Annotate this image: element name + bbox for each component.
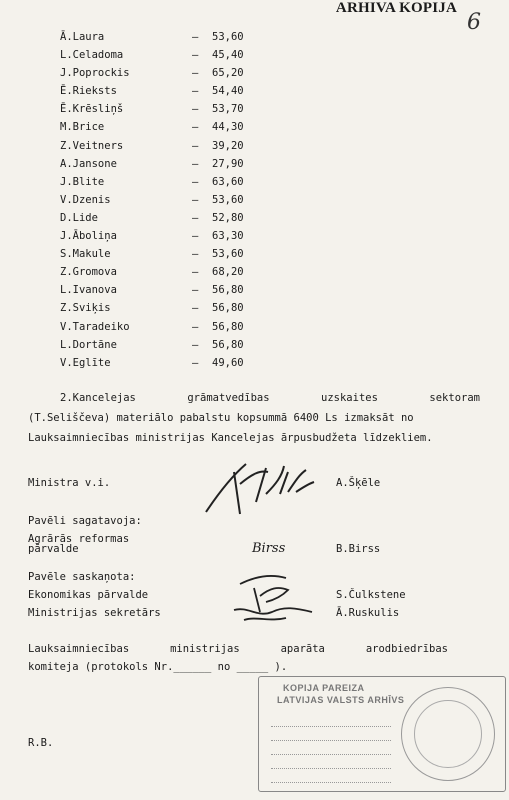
dash-separator: – — [192, 175, 199, 188]
payment-amount: 63,30 — [212, 230, 244, 243]
payee-name: Ē.Krēsliņš — [60, 103, 124, 116]
archive-stamp — [258, 676, 506, 792]
dash-separator: – — [192, 157, 199, 170]
payment-row — [60, 336, 320, 354]
dash-separator: – — [192, 31, 199, 43]
payment-amount: 56,80 — [212, 320, 244, 333]
payment-amount: 53,60 — [212, 193, 244, 206]
minister-name: A.Šķēle — [336, 477, 381, 489]
payment-row — [60, 64, 320, 82]
payee-name: J.Blite — [60, 175, 105, 188]
payment-amount: 53,70 — [212, 103, 244, 116]
paragraph-2-line-3: Lauksaimniecības ministrijas Kancelejas ārpusbudžeta līdzekliem. — [28, 432, 433, 444]
stamp-form-lines — [271, 713, 391, 783]
page-number: 6 — [467, 10, 481, 35]
dash-separator: – — [192, 230, 199, 243]
payee-name: D.Lide — [60, 211, 98, 224]
econ-name: S.Čulkstene — [336, 589, 406, 601]
payee-name: Ā.Laura — [60, 31, 105, 43]
payee-name: J.Āboliņa — [60, 230, 117, 243]
stamp-line-1: KOPIJA PAREIZA — [283, 683, 365, 693]
payment-amount: 52,80 — [212, 211, 244, 224]
payee-name: Z.Gromova — [60, 266, 117, 279]
payment-row — [60, 173, 320, 191]
payment-row — [60, 318, 320, 336]
payee-name: S.Makule — [60, 248, 111, 261]
payee-name: L.Ivanova — [60, 284, 117, 297]
dash-separator: – — [192, 121, 199, 134]
union-line-2: komiteja (protokols Nr.______ no _____ ). — [28, 661, 288, 673]
payment-amount: 56,80 — [212, 338, 244, 351]
payment-row — [60, 118, 320, 136]
dash-separator: – — [192, 356, 199, 369]
prepared-label: Pavēli sagatavoja: — [28, 515, 142, 527]
payee-name: V.Eglīte — [60, 356, 111, 369]
payment-amount: 63,60 — [212, 175, 244, 188]
payee-name: A.Jansone — [60, 157, 117, 170]
payment-row — [60, 263, 320, 281]
secretary-name: Ā.Ruskulis — [336, 607, 400, 619]
dash-separator: – — [192, 284, 199, 297]
payment-amount: 54,40 — [212, 85, 244, 98]
dash-separator: – — [192, 85, 199, 98]
payment-amount: 53,60 — [212, 248, 244, 261]
paragraph-2-line-1: 2.Kancelejas grāmatvedības uzskaites sektoram — [60, 392, 480, 404]
dash-separator: – — [192, 211, 199, 224]
payment-amount: 39,20 — [212, 139, 244, 152]
agrarian-role-line-2: pārvalde — [28, 543, 79, 555]
payee-name: L.Dortāne — [60, 338, 117, 351]
dash-separator: – — [192, 266, 199, 279]
payment-amount: 45,40 — [212, 49, 244, 62]
econ-role: Ekonomikas pārvalde — [28, 589, 149, 601]
payment-row — [60, 209, 320, 227]
stamp-line-2: LATVIJAS VALSTS ARHĪVS — [277, 695, 405, 705]
payment-row — [60, 227, 320, 245]
payment-row — [60, 191, 320, 209]
payee-name: V.Dzenis — [60, 193, 111, 206]
author-initials: R.B. — [28, 737, 54, 749]
payment-row — [60, 46, 320, 64]
payment-row — [60, 354, 320, 372]
payee-name: Z.Sviķis — [60, 302, 111, 315]
minister-role: Ministra v.i. — [28, 477, 111, 489]
dash-separator: – — [192, 49, 199, 62]
payment-row — [60, 245, 320, 263]
secretary-role: Ministrijas sekretārs — [28, 607, 161, 619]
payee-name: V.Taradeiko — [60, 320, 130, 333]
payment-amount: 56,80 — [212, 284, 244, 297]
dash-separator: – — [192, 193, 199, 206]
econ-secretary-signatures — [226, 566, 326, 626]
payment-row — [60, 100, 320, 118]
payment-row — [60, 155, 320, 173]
birss-handwriting: Birss — [252, 541, 286, 556]
payment-row — [60, 281, 320, 299]
paragraph-2-line-2: (T.Seliščeva) materiālo pabalstu kopsummā 6400 Ls izmaksāt no — [28, 412, 414, 424]
union-line-1 — [28, 642, 448, 656]
archive-copy-label: ARHIVA KOPIJA — [335, 0, 457, 16]
payment-row — [60, 137, 320, 155]
payment-amount: 53,60 — [212, 31, 244, 43]
payment-row — [60, 82, 320, 100]
payee-name: M.Brice — [60, 121, 105, 134]
minister-signature — [196, 454, 326, 524]
payment-amount: 27,90 — [212, 157, 244, 170]
dash-separator: – — [192, 248, 199, 261]
dash-separator: – — [192, 67, 199, 80]
payment-amount: 68,20 — [212, 266, 244, 279]
payee-name: L.Celadoma — [60, 49, 124, 62]
archive-round-seal — [401, 687, 495, 781]
dash-separator: – — [192, 338, 199, 351]
union-line-1-text: Lauksaimniecības ministrijas aparāta arodbiedrības — [28, 643, 448, 655]
dash-separator: – — [192, 302, 199, 315]
payment-row — [60, 28, 320, 46]
payment-amount: 56,80 — [212, 302, 244, 315]
dash-separator: – — [192, 320, 199, 333]
dash-separator: – — [192, 139, 199, 152]
payee-name: J.Poprockis — [60, 67, 130, 80]
payment-row — [60, 299, 320, 317]
payment-amount: 44,30 — [212, 121, 244, 134]
agrarian-role-line-1: Agrārās reformas — [28, 533, 130, 545]
payee-name: Ē.Rieksts — [60, 85, 117, 98]
payee-name: Z.Veitners — [60, 139, 124, 152]
agrarian-name: B.Birss — [336, 543, 381, 555]
payment-amount: 49,60 — [212, 356, 244, 369]
dash-separator: – — [192, 103, 199, 116]
payment-list — [60, 28, 320, 372]
agreed-label: Pavēle saskaņota: — [28, 571, 136, 583]
payment-amount: 65,20 — [212, 67, 244, 80]
